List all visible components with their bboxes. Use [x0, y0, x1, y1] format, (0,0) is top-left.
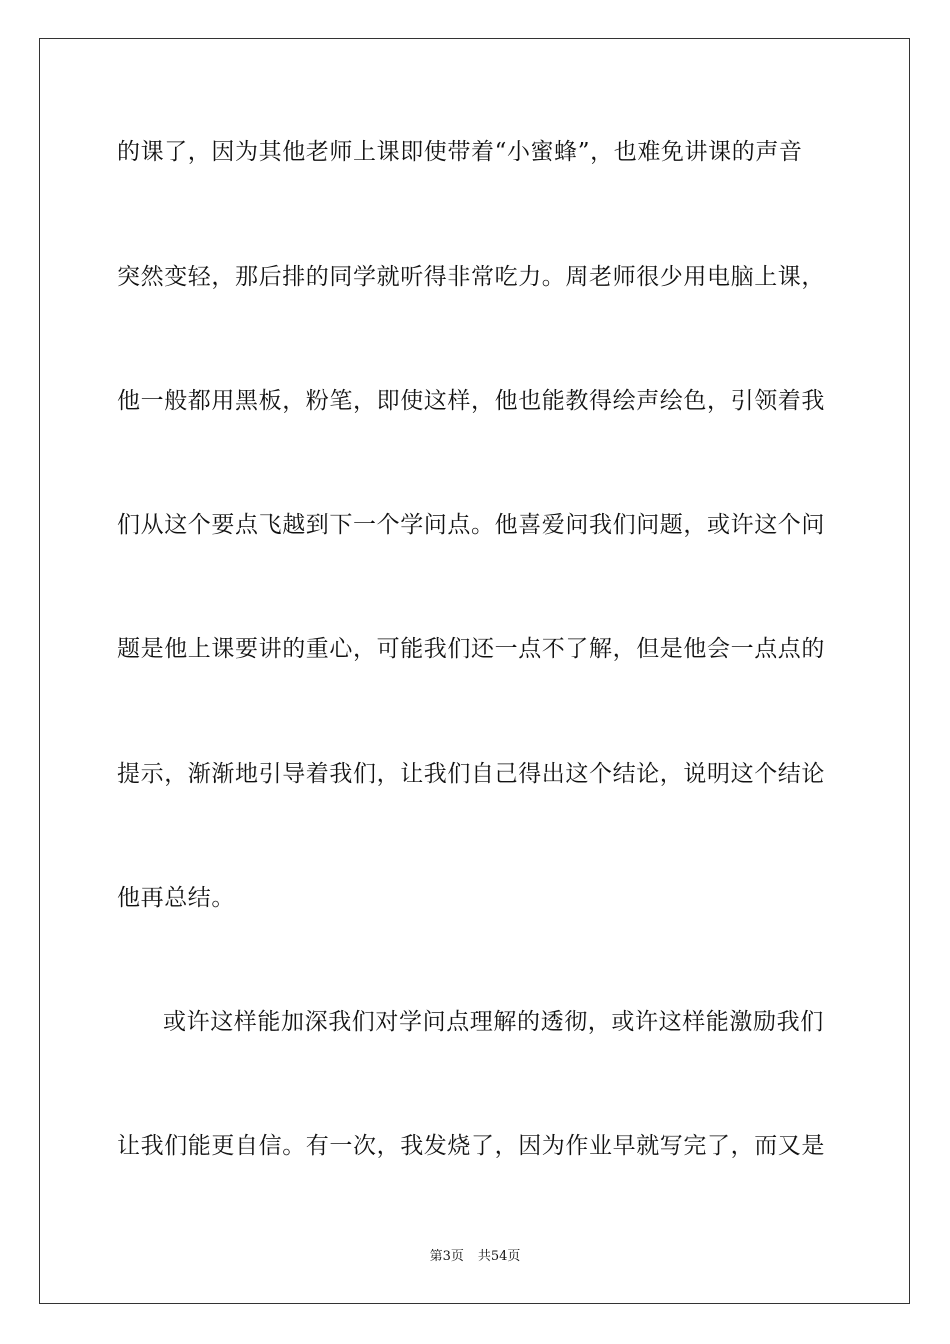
text-line-4: 们从这个要点飞越到下一个学问点。他喜爱问我们问题，或许这个问	[117, 512, 825, 538]
text-line-8-paragraph-start: 或许这样能加深我们对学问点理解的透彻，或许这样能激励我们	[163, 1009, 824, 1035]
page-footer	[0, 1248, 950, 1266]
text-line-2: 突然变轻，那后排的同学就听得非常吃力。周老师很少用电脑上课，	[117, 264, 825, 290]
text-line-7: 他再总结。	[117, 885, 235, 911]
text-line-3: 他一般都用黑板，粉笔，即使这样，他也能教得绘声绘色，引领着我	[117, 388, 825, 414]
text-line-9: 让我们能更自信。有一次，我发烧了，因为作业早就写完了，而又是	[117, 1133, 825, 1159]
page-number: 第3页	[429, 1249, 464, 1264]
total-pages: 共54页	[477, 1249, 521, 1264]
page-border	[39, 38, 910, 1304]
text-line-1: 的课了，因为其他老师上课即使带着“小蜜蜂”，也难免讲课的声音	[117, 139, 803, 165]
text-line-5: 题是他上课要讲的重心，可能我们还一点不了解，但是他会一点点的	[117, 636, 825, 662]
text-line-6: 提示，渐渐地引导着我们，让我们自己得出这个结论，说明这个结论	[117, 761, 825, 787]
